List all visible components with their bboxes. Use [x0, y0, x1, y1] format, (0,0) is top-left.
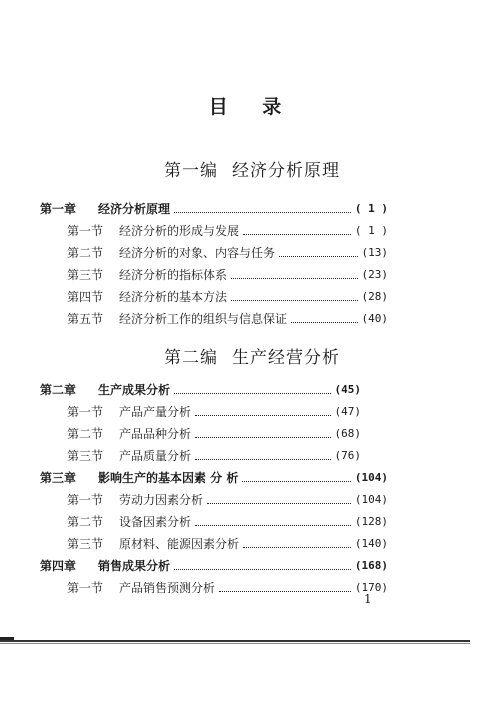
dot-leader: [195, 525, 351, 526]
toc-entry-section[interactable]: [67, 242, 388, 262]
entry-page: (104): [354, 470, 388, 484]
entry-title: 设备因素分析: [119, 514, 192, 529]
entry-number: 第一节: [67, 492, 104, 507]
entry-title: 经济分析的对象、内容与任务: [119, 245, 276, 260]
entry-number: 第一节: [67, 223, 104, 238]
toc-entry-section[interactable]: [67, 445, 361, 465]
entry-page: (168): [354, 558, 388, 572]
entry-title: 产品产量分析: [119, 404, 192, 419]
page-number: 1: [364, 592, 372, 606]
toc-entry-section[interactable]: [67, 286, 388, 306]
toc-entry-section[interactable]: [67, 577, 388, 597]
entry-number: 第二节: [67, 426, 104, 441]
dot-leader: [243, 234, 351, 235]
toc-entry-section[interactable]: [67, 533, 388, 553]
entry-page: (40): [361, 311, 388, 325]
entry-title: 经济分析原理: [98, 201, 171, 216]
entry-title: 经济分析工作的组织与信息保证: [119, 311, 288, 326]
entry-page: (128): [354, 514, 388, 528]
dot-leader: [174, 393, 330, 394]
toc-entry-chapter[interactable]: [40, 198, 388, 218]
entry-title: 影响生产的基本因素 分 析: [98, 470, 239, 485]
dot-leader: [195, 459, 330, 460]
entry-page: (47): [334, 404, 361, 418]
entry-title: 劳动力因素分析: [119, 492, 204, 507]
entry-number: 第四章: [40, 558, 77, 573]
entry-page: (23): [361, 267, 388, 281]
entry-number: 第二节: [67, 245, 104, 260]
entry-title: 产品品种分析: [119, 426, 192, 441]
entry-number: 第三节: [67, 536, 104, 551]
dot-leader: [242, 481, 351, 482]
entry-page: (28): [361, 289, 388, 303]
bottom-rule-secondary: [0, 643, 470, 644]
entry-number: 第二章: [40, 382, 77, 397]
entry-title: 经济分析的指标体系: [119, 267, 228, 282]
entry-page: ( 1 ): [354, 223, 388, 237]
entry-number: 第二节: [67, 514, 104, 529]
toc-entry-section[interactable]: [67, 401, 361, 421]
entry-page: (13): [361, 245, 388, 259]
dot-leader: [207, 503, 351, 504]
part-heading-2: [0, 343, 504, 368]
entry-number: 第三节: [67, 448, 104, 463]
entry-title: 产品销售预测分析: [119, 580, 216, 595]
dot-leader: [279, 256, 357, 257]
toc-entry-section[interactable]: [67, 308, 388, 328]
part-title: 生产经营分析: [232, 348, 340, 368]
dot-leader: [195, 415, 330, 416]
entry-page: ( 1 ): [354, 201, 388, 215]
entry-page: (140): [354, 536, 388, 550]
entry-page: (68): [334, 426, 361, 440]
part-heading-1: [0, 156, 504, 181]
bottom-rule: [0, 640, 470, 642]
entry-title: 生产成果分析: [98, 382, 171, 397]
dot-leader: [174, 569, 351, 570]
dot-leader: [291, 322, 357, 323]
entry-number: 第四节: [67, 289, 104, 304]
entry-number: 第五节: [67, 311, 104, 326]
part-label: 第一编: [164, 161, 218, 181]
toc-title: 目 录: [208, 96, 296, 118]
entry-number: 第三节: [67, 267, 104, 282]
dot-leader: [231, 278, 357, 279]
entry-title: 经济分析的形成与发展: [119, 223, 240, 238]
entry-page: (76): [334, 448, 361, 462]
entry-title: 经济分析的基本方法: [119, 289, 228, 304]
toc-entry-chapter[interactable]: [40, 555, 388, 575]
entry-number: 第一节: [67, 404, 104, 419]
dot-leader: [174, 212, 351, 213]
entry-page: (45): [334, 382, 361, 396]
dot-leader: [231, 300, 357, 301]
entry-number: 第一节: [67, 580, 104, 595]
entry-number: 第一章: [40, 201, 77, 216]
entry-page: (104): [354, 492, 388, 506]
entry-title: 原材料、能源因素分析: [119, 536, 240, 551]
toc-entry-section[interactable]: [67, 264, 388, 284]
toc-entry-section[interactable]: [67, 220, 388, 240]
toc-entry-section[interactable]: [67, 511, 388, 531]
entry-title: 销售成果分析: [98, 558, 171, 573]
toc-entry-chapter[interactable]: [40, 467, 388, 487]
entry-number: 第三章: [40, 470, 77, 485]
dot-leader: [243, 547, 351, 548]
toc-entry-section[interactable]: [67, 423, 361, 443]
toc-entry-chapter[interactable]: [40, 379, 361, 399]
toc-entry-section[interactable]: [67, 489, 388, 509]
dot-leader: [219, 591, 351, 592]
part-title: 经济分析原理: [232, 161, 340, 181]
entry-page: (170): [354, 580, 388, 594]
part-label: 第二编: [164, 348, 218, 368]
dot-leader: [195, 437, 330, 438]
entry-title: 产品质量分析: [119, 448, 192, 463]
